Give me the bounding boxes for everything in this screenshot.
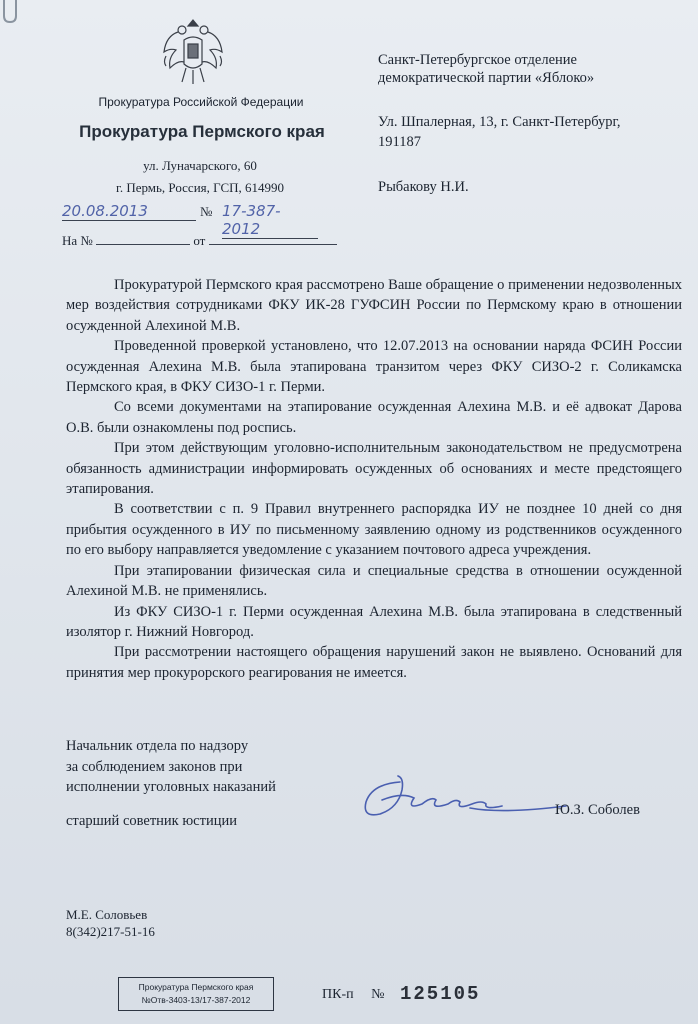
coat-of-arms-icon [160,12,226,88]
paperclip-icon [0,0,26,26]
reply-from-label: от [193,233,206,248]
org-parent: Прокуратура Российской Федерации [98,95,304,109]
body-paragraph-1: Прокуратурой Пермского края рассмотрено Ваше обращение о применении недозволенных мер воздействия сотрудниками ФКУ ИК-28 ГУФСИН России по Пермскому краю в отношении осужденной Алехиной М.В. [66,277,682,334]
body-paragraph-3: Со всеми документами на этапирование осужденная Алехина М.В. и её адвокат Дарова О.В. были ознакомлены под роспись. [66,399,682,436]
signatory-name: Ю.З. Соболев [555,802,640,818]
ref-no-label: № [200,204,213,219]
signatory-rank: старший советник юстиции [66,812,237,829]
executor-phone: 8(342)217-51-16 [66,924,155,939]
ref-date: 20.08.2013 [62,202,196,221]
body-paragraph-6: При этапировании физическая сила и специальные средства в отношении осужденной Алехиной М.В. не применялись. [66,562,682,600]
recipient-line2: демократической партии «Яблоко» [378,70,595,86]
ref-number: 17-387-2012 [222,202,318,239]
signatory-title [66,736,276,831]
reply-to-blank [96,232,190,245]
org-address-city: г. Пермь, Россия, ГСП, 614990 [115,180,285,195]
form-mark-label: ПК-п [322,987,354,1002]
recipient-address: Ул. Шпалерная, 13, г. Санкт-Петербург, [378,114,621,130]
recipient-person: Рыбакову Н.И. [378,179,469,195]
reply-to-row [62,232,342,249]
form-serial-number: 125105 [400,983,481,1005]
signatory-title-line2: за соблюдением законов при [66,758,243,775]
handwritten-signature [352,770,572,830]
body-paragraph-4: При этом действующим уголовно-исполнительным законодательством не предусмотрена обязанность администрации информировать осужденных об основаниях и месте предстоящего этапирования. [66,440,682,498]
body-paragraph-5: В соответствии с п. 9 Правил внутреннего распорядка ИУ не позднее 10 дней со дня прибытия осужденного в ИУ по письменному заявлению одному из родственников осужденного по его выбору направляется уведомление с указанием почтового адреса учреждения. [66,501,682,559]
form-mark [322,987,384,1003]
stamp-line1: Прокуратура Пермского края [138,982,254,992]
letter-body [66,275,682,683]
executor-block [66,906,155,940]
body-paragraph-2: Проведенной проверкой установлено, что 12.07.2013 на основании наряда ФСИН России осужденная Алехина М.В. была этапирована транзитом через ФКУ СИЗО-2 г. Соликамска Пермского края, в ФКУ СИЗО-1 г. Перми. [66,338,682,396]
recipient-line1: Санкт-Петербургское отделение [378,52,577,68]
org-name: Прокуратура Пермского края [79,122,325,141]
signatory-title-line3: исполнении уголовных наказаний [66,779,276,795]
form-mark-no-sign: № [371,987,385,1002]
org-address-street: ул. Луначарского, 60 [143,158,257,173]
recipient-postcode: 191187 [378,134,421,150]
executor-name: М.Е. Соловьев [66,907,148,922]
reply-to-label: На № [62,233,93,248]
outgoing-ref-row [62,202,342,238]
body-paragraph-8: При рассмотрении настоящего обращения нарушений закон не выявлено. Оснований для принятия мер прокурорского реагирования не имеется. [66,644,682,681]
reply-from-blank [209,232,337,245]
signatory-title-line1: Начальник отдела по надзору [66,738,249,754]
registration-stamp [118,977,274,1011]
body-paragraph-7: Из ФКУ СИЗО-1 г. Перми осужденная Алехина М.В. была этапирована в следственный изолятор г. Нижний Новгород. [66,603,682,640]
stamp-line2: №Отв-3403-13/17-387-2012 [141,995,251,1005]
